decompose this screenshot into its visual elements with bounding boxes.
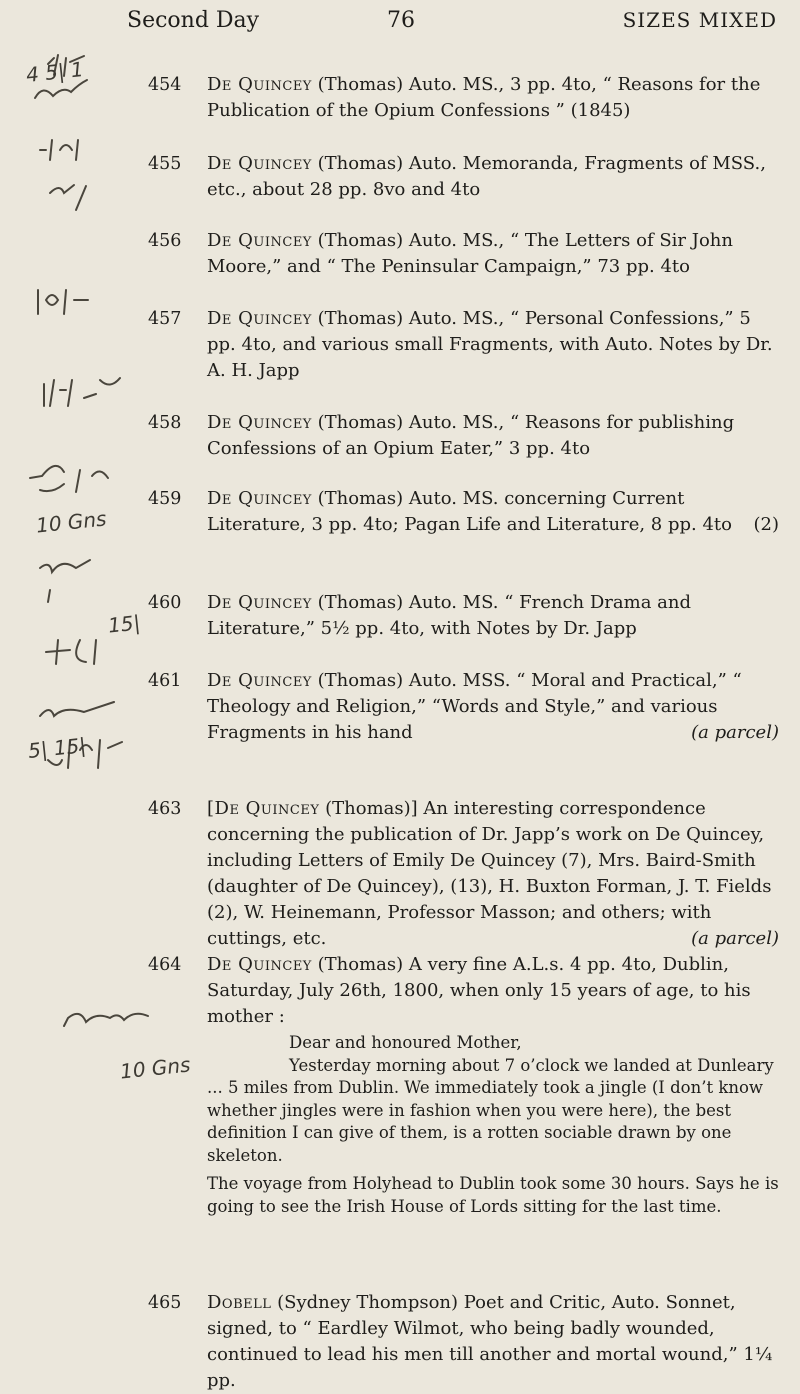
margin-note-459: 10 Gns <box>34 506 108 538</box>
lot-text: (Thomas) Auto. MS., 3 pp. 4to, “ Reasons for the Publication of the Opium Confessions ” (1845) <box>207 74 761 121</box>
lot-text: (Thomas) Auto. MS., “ Personal Confessions,” 5 pp. 4to, and various small Fragments, with Auto. Notes by Dr. A. H. Japp <box>207 308 773 381</box>
lot-description <box>207 952 779 1218</box>
lot-description <box>207 151 779 203</box>
lot-author: [De Quincey <box>207 798 320 819</box>
lot-quantity: (2) <box>753 514 779 535</box>
page-number: 76 <box>387 8 415 33</box>
lot-description <box>207 72 779 124</box>
letter-paragraph: Yesterday morning about 7 o’clock we landed at Dunleary ... 5 miles from Dublin. We immediately took a jingle (I don’t know whether jingles were in fashion when you were here), the best definition I can give of them, is a rotten sociable drawn by one skeleton. <box>207 1055 774 1165</box>
header-right: SIZES MIXED <box>622 8 777 32</box>
lot-description <box>207 228 779 280</box>
lot-quantity: (a parcel) <box>691 928 779 949</box>
letter-excerpt <box>207 1032 779 1218</box>
lot-text: (Thomas) Auto. Memoranda, Fragments of MSS., etc., about 28 pp. 8vo and 4to <box>207 153 766 200</box>
lot-number: 464 <box>148 955 182 975</box>
lot-description <box>207 1290 779 1394</box>
lot-number: 463 <box>148 799 182 819</box>
lot-author: De Quincey <box>207 954 312 975</box>
lot-text: (Thomas) A very fine A.L.s. 4 pp. 4to, Dublin, Saturday, July 26th, 1800, when only 15 years of age, to his mother : <box>207 954 751 1027</box>
lot-author: De Quincey <box>207 412 312 433</box>
margin-note-461: 5| 15| <box>26 733 88 763</box>
margin-note-454: 4 5| 1 <box>24 57 85 87</box>
lot-description <box>207 796 779 952</box>
lot-description <box>207 306 779 384</box>
lot-text: (Thomas)] An interesting correspondence concerning the publication of Dr. Japp’s work on De Quincey, including Letters of Emily De Quincey (7), Mrs. Baird-Smith (daughter of De Quincey), (13), H. Buxton Forman, J. T. Fields (2), W. Heinemann, Professor Masson; and others; with cuttings, etc. <box>207 798 772 949</box>
lot-number: 457 <box>148 309 182 329</box>
lot-text: (Thomas) Auto. MSS. “ Moral and Practical,” “ Theology and Religion,” “Words and Style,” and various Fragments in his hand <box>207 670 742 743</box>
lot-author: De Quincey <box>207 488 312 509</box>
lot-quantity: (a parcel) <box>691 722 779 743</box>
lot-text: (Thomas) Auto. MS., “ The Letters of Sir John Moore,” and “ The Peninsular Campaign,” 73 pp. 4to <box>207 230 733 277</box>
lot-author: De Quincey <box>207 74 312 95</box>
lot-description <box>207 668 779 746</box>
lot-author: De Quincey <box>207 670 312 691</box>
lot-text: (Thomas) Auto. MS. “ French Drama and Literature,” 5½ pp. 4to, with Notes by Dr. Japp <box>207 592 692 639</box>
margin-note-464: 10 Gns <box>118 1052 192 1084</box>
lot-description <box>207 590 779 642</box>
lot-number: 458 <box>148 413 182 433</box>
lot-number: 460 <box>148 593 182 613</box>
letter-salutation: Dear and honoured Mother, <box>289 1033 522 1052</box>
lot-description <box>207 410 779 462</box>
lot-number: 465 <box>148 1293 182 1313</box>
lot-number: 456 <box>148 231 182 251</box>
lot-author: De Quincey <box>207 230 312 251</box>
lot-number: 454 <box>148 75 182 95</box>
lot-description <box>207 486 779 538</box>
letter-summary: The voyage from Holyhead to Dublin took some 30 hours. Says he is going to see the Irish House of Lords sitting for the last time. <box>207 1174 779 1216</box>
lot-number: 461 <box>148 671 182 691</box>
header-left: Second Day <box>127 8 260 33</box>
lot-number: 455 <box>148 154 182 174</box>
lot-author: Dobell <box>207 1292 272 1313</box>
page-header <box>127 8 777 44</box>
lot-text: (Thomas) Auto. MS. concerning Current Literature, 3 pp. 4to; Pagan Life and Literature, 8 pp. 4to <box>207 488 732 535</box>
lot-text: (Thomas) Auto. MS., “ Reasons for publishing Confessions of an Opium Eater,” 3 pp. 4to <box>207 412 735 459</box>
lot-author: De Quincey <box>207 308 312 329</box>
margin-note-460: 15| <box>106 610 142 638</box>
lot-author: De Quincey <box>207 592 312 613</box>
lot-author: De Quincey <box>207 153 312 174</box>
lot-number: 459 <box>148 489 182 509</box>
lot-text: (Sydney Thompson) Poet and Critic, Auto. Sonnet, signed, to “ Eardley Wilmot, who being badly wounded, continued to lead his men till another and mortal wound,” 1¼ pp. <box>207 1292 773 1391</box>
